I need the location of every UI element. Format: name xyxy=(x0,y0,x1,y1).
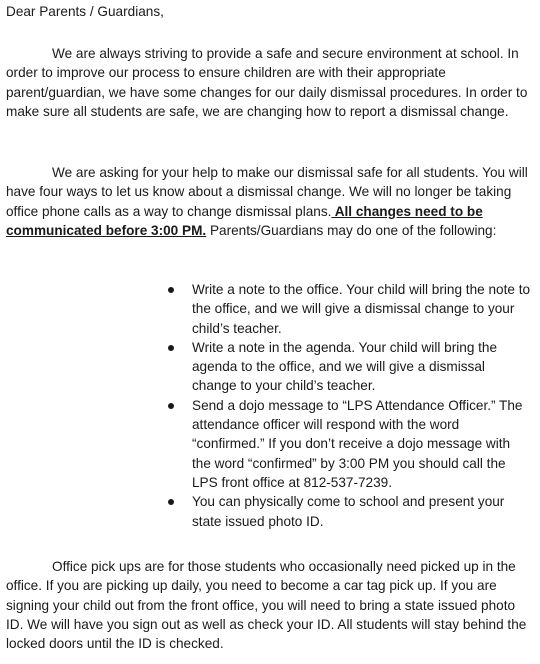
bullet-icon xyxy=(168,403,174,409)
greeting: Dear Parents / Guardians, xyxy=(6,4,164,19)
bullet-icon xyxy=(168,345,174,351)
paragraph-dismissal-text-after: Parents/Guardians may do one of the following: xyxy=(206,222,497,238)
paragraph-safety xyxy=(6,44,532,121)
list-item-text: Send a dojo message to “LPS Attendance Officer.” The attendance officer will respond with the word “confirmed.” If you don’t receive a dojo message with the word “confirmed” by 3:00 PM you should call the LPS front office at 812-537-7239. xyxy=(192,397,523,490)
paragraph-safety-text: We are always striving to provide a safe and secure environment at school. In order to improve our process to ensure children are with their appropriate parent/guardian, we have some changes for our daily dismissal procedures. In order to make sure all students are safe, we are changing how to report a dismissal change. xyxy=(6,46,528,119)
list-item-text: Write a note to the office. Your child will bring the note to the office, and we will give a dismissal change to your child’s teacher. xyxy=(192,282,531,336)
list-item-text: You can physically come to school and present your state issued photo ID. xyxy=(192,494,505,529)
paragraph-office-pickup-text: Office pick ups are for those students who occasionally need picked up in the office. If you are picking up daily, you need to become a car tag pick up. If you are signing your child out from the front office, you will need to bring a state issued photo ID. We will have you sign out as well as check your ID. All students will stay behind the locked doors until the ID is checked. xyxy=(6,559,527,652)
list-item xyxy=(168,338,532,396)
list-item-text: Write a note in the agenda. Your child will bring the agenda to the office, and we will give a dismissal change to your child’s teacher. xyxy=(192,339,498,394)
list-item xyxy=(168,280,532,338)
paragraph-dismissal-text: We are asking for your help to make our dismissal safe for all students. You will have four ways to let us know about a dismissal change. We will no longer be taking office phone calls as a way to change dismissal plans. xyxy=(6,165,528,219)
list-item xyxy=(168,396,532,492)
dismissal-options-list xyxy=(168,280,532,531)
paragraph-office-pickup xyxy=(6,557,532,653)
bullet-icon xyxy=(168,287,174,293)
deadline-emphasis: All changes need to be communicated before 3:00 PM. xyxy=(6,203,483,238)
list-item xyxy=(168,492,532,531)
bullet-icon xyxy=(168,499,174,505)
paragraph-dismissal-options xyxy=(6,163,532,240)
